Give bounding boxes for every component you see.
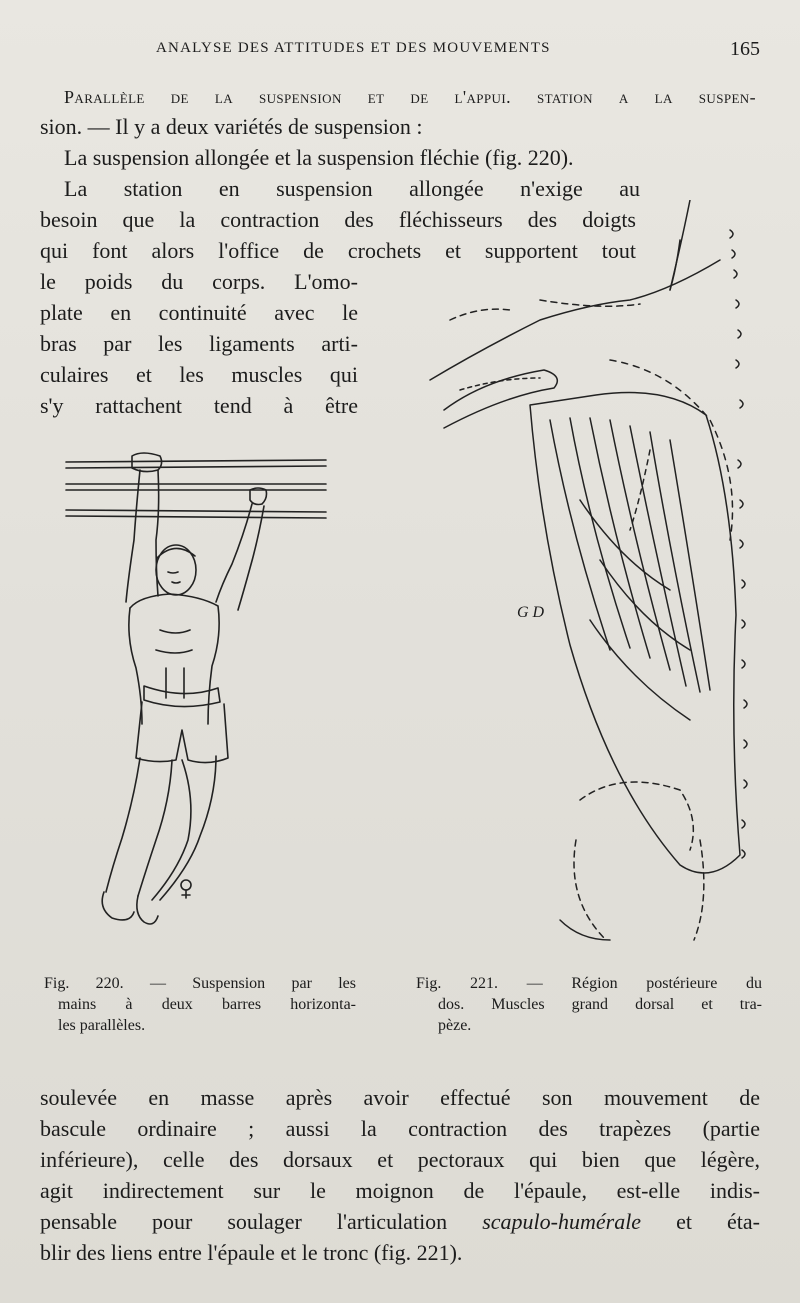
text-line: le poids du corps. L'omo- bbox=[40, 269, 358, 294]
text-line: bras par les ligaments arti- bbox=[40, 331, 358, 356]
running-head bbox=[0, 40, 800, 64]
caption-line: les parallèles. bbox=[58, 1017, 146, 1034]
figure-220-suspension bbox=[60, 440, 340, 950]
running-head-title: ANALYSE DES ATTITUDES ET DES MOUVEMENTS bbox=[156, 40, 551, 56]
text-line: soulevée en masse après avoir effectué son mouvement de bbox=[40, 1085, 760, 1110]
text-line: s'y rattachent tend à être bbox=[40, 393, 358, 418]
text-line: La suspension allongée et la suspension fléchie (fig. 220). bbox=[64, 145, 574, 170]
caption-line: Fig. 220. — Suspension par les bbox=[44, 975, 356, 992]
italic-term: scapulo-humérale bbox=[482, 1209, 642, 1234]
section-title-line bbox=[64, 80, 756, 113]
caption-line: mains à deux barres horizonta- bbox=[58, 996, 356, 1013]
figure-221-caption bbox=[416, 973, 762, 1036]
text-line: agit indirectement sur le moignon de l'épaule, est-elle indis- bbox=[40, 1178, 760, 1203]
text-line: La station en suspension allongée n'exige au bbox=[64, 176, 640, 201]
text-segment: pensable pour soulager l'articulation bbox=[40, 1209, 483, 1234]
caption-line: dos. Muscles grand dorsal et tra- bbox=[438, 996, 762, 1013]
figure-220-caption bbox=[44, 973, 356, 1036]
text-line: plate en continuité avec le bbox=[40, 300, 358, 325]
page-number: 165 bbox=[730, 38, 760, 60]
text-segment: et éta- bbox=[641, 1209, 760, 1234]
text-line: blir des liens entre l'épaule et le tronc (fig. 221). bbox=[40, 1240, 463, 1265]
text-line: inférieure), celle des dorsaux et pectoraux qui bien que légère, bbox=[40, 1147, 760, 1172]
text-line bbox=[40, 1206, 760, 1237]
figure-221-back-muscles bbox=[380, 200, 780, 960]
caption-line: pèze. bbox=[438, 1017, 472, 1034]
caption-line: Fig. 221. — Région postérieure du bbox=[416, 975, 762, 992]
text-line: bascule ordinaire ; aussi la contraction des trapèzes (partie bbox=[40, 1116, 760, 1141]
text-line: besoin que la contraction des fléchisseurs des doigts bbox=[40, 207, 636, 232]
text-line: qui font alors l'office de crochets et supportent tout bbox=[40, 238, 636, 263]
text-line: culaires et les muscles qui bbox=[40, 362, 358, 387]
text-line: sion. — Il y a deux variétés de suspension : bbox=[40, 114, 423, 139]
section-title: Parallèle de la suspension et de l'appui. station a la suspen- bbox=[64, 87, 756, 107]
figure-221-signature: G D bbox=[517, 604, 545, 621]
